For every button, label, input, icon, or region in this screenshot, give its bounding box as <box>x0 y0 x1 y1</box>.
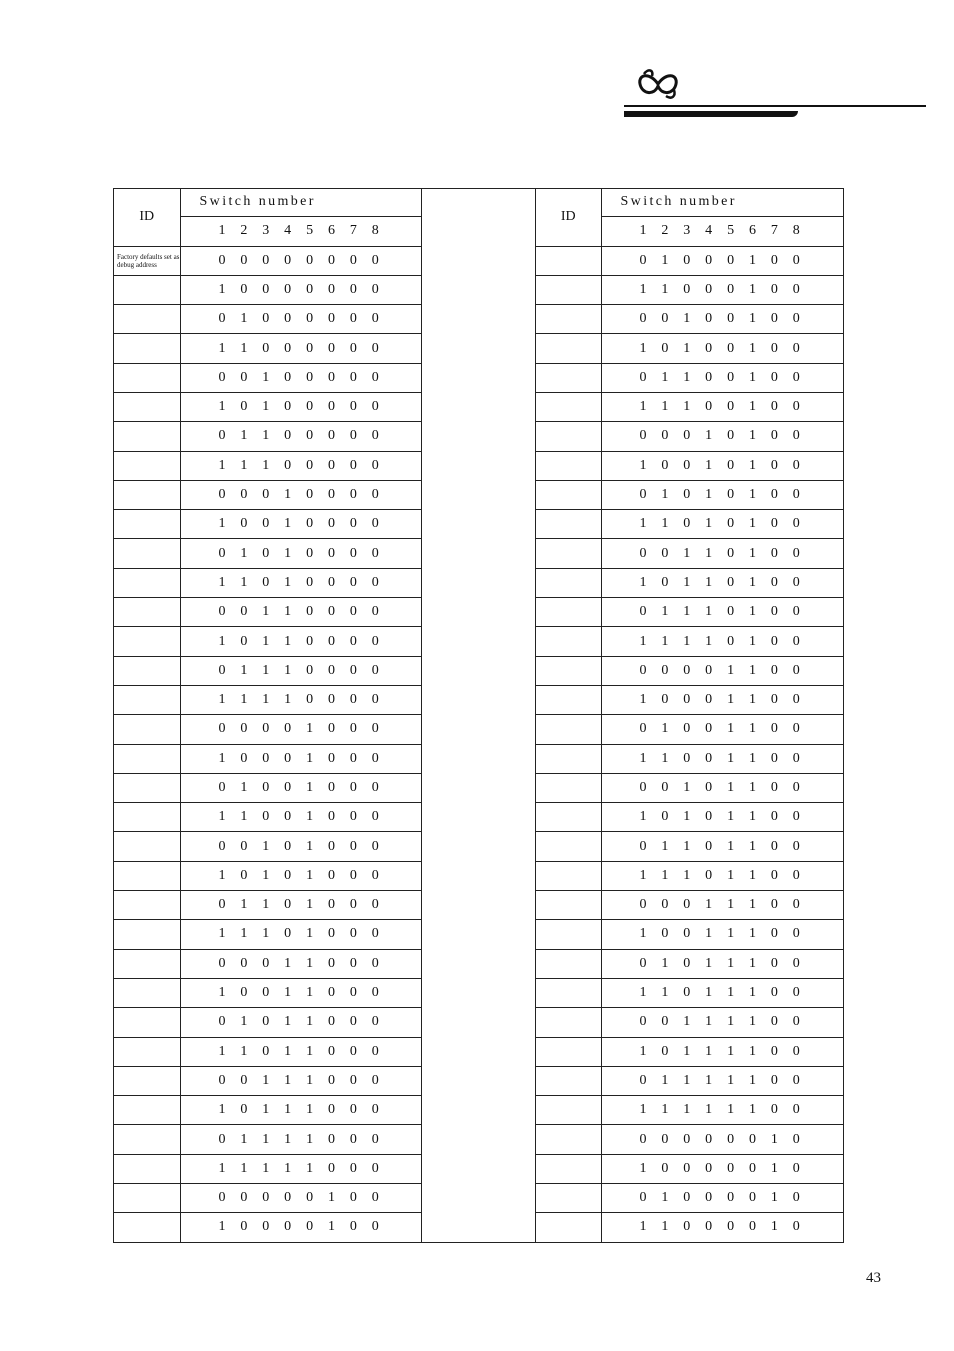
row-switch-bits: 1 0 1 1 0 1 0 0 <box>601 568 843 597</box>
row-switch-bits: 1 1 0 1 1 0 0 0 <box>180 1037 421 1066</box>
row-switch-bits: 1 0 0 0 1 1 0 0 <box>601 685 843 714</box>
row-id-cell <box>536 978 601 1007</box>
row-switch-bits: 0 1 1 1 1 1 0 0 <box>601 1066 843 1095</box>
row-id-cell <box>536 861 601 890</box>
row-id-cell <box>536 1184 601 1213</box>
table-row <box>114 1184 421 1213</box>
table-row <box>114 1066 421 1095</box>
table-row <box>114 861 421 890</box>
row-switch-bits: 0 0 1 1 0 1 0 0 <box>601 539 843 568</box>
table-row <box>536 949 843 978</box>
table-row <box>536 510 843 539</box>
row-id-cell <box>536 949 601 978</box>
row-id-cell <box>114 480 180 509</box>
row-id-cell <box>536 656 601 685</box>
row-id-cell <box>536 363 601 392</box>
table-row <box>114 363 421 392</box>
row-id-cell <box>114 1066 180 1095</box>
table-row <box>114 275 421 304</box>
row-id-cell <box>114 715 180 744</box>
switch-table-right-body <box>536 188 843 1242</box>
row-id-cell: Factory defaults set as debug address <box>114 246 180 275</box>
table-row <box>114 539 421 568</box>
row-switch-bits: 1 0 0 1 1 0 0 0 <box>180 978 421 1007</box>
table-row <box>536 363 843 392</box>
row-switch-bits: 0 1 0 0 1 0 0 0 <box>180 773 421 802</box>
row-switch-bits: 1 0 1 1 0 0 0 0 <box>180 627 421 656</box>
id-column-header: ID <box>536 188 601 246</box>
table-row <box>114 422 421 451</box>
row-switch-bits: 0 0 1 1 1 1 0 0 <box>601 1008 843 1037</box>
row-id-cell <box>114 451 180 480</box>
row-switch-bits: 0 0 1 0 0 0 0 0 <box>180 363 421 392</box>
row-id-cell <box>536 891 601 920</box>
table-row <box>536 1066 843 1095</box>
row-id-cell <box>536 246 601 275</box>
row-id-cell <box>536 832 601 861</box>
row-id-cell <box>536 1096 601 1125</box>
row-switch-bits: 0 1 1 1 1 0 0 0 <box>180 1125 421 1154</box>
row-id-cell <box>114 861 180 890</box>
table-row <box>536 1125 843 1154</box>
table-row <box>114 480 421 509</box>
row-switch-bits: 1 1 0 1 0 1 0 0 <box>601 510 843 539</box>
row-id-cell <box>536 1154 601 1183</box>
row-switch-bits: 1 1 1 1 0 1 0 0 <box>601 627 843 656</box>
row-id-cell <box>114 1154 180 1183</box>
switch-position-numbers: 1 2 3 4 5 6 7 8 <box>180 216 421 246</box>
table-row <box>536 275 843 304</box>
row-switch-bits: 0 1 0 0 0 0 1 0 <box>601 1184 843 1213</box>
row-switch-bits: 1 1 0 1 0 0 0 0 <box>180 568 421 597</box>
row-switch-bits: 0 1 1 0 0 0 0 0 <box>180 422 421 451</box>
row-switch-bits: 0 1 0 1 0 1 0 0 <box>601 480 843 509</box>
row-id-cell <box>114 275 180 304</box>
table-row <box>536 744 843 773</box>
table-row <box>536 568 843 597</box>
table-row <box>536 305 843 334</box>
chapter-ornament-icon <box>636 66 680 104</box>
table-row <box>114 1154 421 1183</box>
row-id-cell <box>536 275 601 304</box>
row-id-cell <box>536 451 601 480</box>
row-switch-bits: 0 0 0 1 0 1 0 0 <box>601 422 843 451</box>
table-row <box>536 246 843 275</box>
row-switch-bits: 0 0 0 0 1 1 0 0 <box>601 656 843 685</box>
row-id-cell <box>114 1125 180 1154</box>
table-row <box>536 480 843 509</box>
row-id-cell <box>536 803 601 832</box>
row-switch-bits: 0 0 0 1 1 1 0 0 <box>601 891 843 920</box>
row-id-cell <box>536 422 601 451</box>
row-switch-bits: 1 1 1 0 0 1 0 0 <box>601 392 843 421</box>
row-switch-bits: 0 1 0 1 0 0 0 0 <box>180 539 421 568</box>
row-id-cell <box>114 627 180 656</box>
row-switch-bits: 1 0 0 0 0 1 0 0 <box>180 1213 421 1242</box>
row-switch-bits: 1 1 0 0 0 1 0 0 <box>601 275 843 304</box>
table-row <box>114 949 421 978</box>
row-switch-bits: 0 0 0 0 0 0 1 0 <box>601 1125 843 1154</box>
row-switch-bits: 0 0 0 0 0 0 0 0 <box>180 246 421 275</box>
table-row <box>114 1096 421 1125</box>
row-id-cell <box>536 480 601 509</box>
row-id-cell <box>114 1184 180 1213</box>
row-switch-bits: 1 0 1 0 0 1 0 0 <box>601 334 843 363</box>
table-row <box>114 451 421 480</box>
table-row <box>114 568 421 597</box>
row-switch-bits: 1 0 0 0 1 0 0 0 <box>180 744 421 773</box>
row-switch-bits: 0 1 1 0 0 1 0 0 <box>601 363 843 392</box>
table-row <box>114 334 421 363</box>
row-switch-bits: 1 1 1 0 1 0 0 0 <box>180 920 421 949</box>
row-id-cell <box>114 598 180 627</box>
table-row <box>114 598 421 627</box>
row-switch-bits: 0 0 1 0 1 0 0 0 <box>180 832 421 861</box>
row-switch-bits: 0 1 0 1 1 0 0 0 <box>180 1008 421 1037</box>
row-switch-bits: 1 1 0 0 0 0 1 0 <box>601 1213 843 1242</box>
table-row <box>114 1125 421 1154</box>
row-id-cell <box>536 715 601 744</box>
row-switch-bits: 0 1 1 1 0 1 0 0 <box>601 598 843 627</box>
row-switch-bits: 0 1 0 0 0 1 0 0 <box>601 246 843 275</box>
row-id-cell <box>114 920 180 949</box>
row-switch-bits: 1 1 1 1 1 1 0 0 <box>601 1096 843 1125</box>
row-switch-bits: 1 1 0 1 1 1 0 0 <box>601 978 843 1007</box>
table-row <box>114 656 421 685</box>
table-row <box>114 1213 421 1242</box>
row-id-cell <box>536 1066 601 1095</box>
row-id-cell <box>536 568 601 597</box>
row-id-cell <box>536 305 601 334</box>
table-row <box>114 1008 421 1037</box>
table-row <box>536 1184 843 1213</box>
table-row <box>536 334 843 363</box>
row-id-cell <box>536 334 601 363</box>
row-switch-bits: 1 0 0 1 1 1 0 0 <box>601 920 843 949</box>
table-row <box>536 656 843 685</box>
table-row <box>114 715 421 744</box>
table-row <box>536 1008 843 1037</box>
row-switch-bits: 1 1 0 0 1 0 0 0 <box>180 803 421 832</box>
row-id-cell <box>114 510 180 539</box>
row-id-cell <box>536 1037 601 1066</box>
header-rule-thick <box>624 111 798 117</box>
table-row <box>536 392 843 421</box>
table-row <box>536 1037 843 1066</box>
row-id-cell <box>536 1213 601 1242</box>
switch-table-right <box>536 188 843 1243</box>
switch-position-numbers: 1 2 3 4 5 6 7 8 <box>601 216 843 246</box>
table-header-row <box>114 188 421 216</box>
row-id-cell <box>536 539 601 568</box>
row-switch-bits: 0 1 0 0 1 1 0 0 <box>601 715 843 744</box>
row-id-cell <box>114 656 180 685</box>
row-switch-bits: 1 0 0 1 0 0 0 0 <box>180 510 421 539</box>
table-row <box>536 920 843 949</box>
row-switch-bits: 1 1 1 1 1 0 0 0 <box>180 1154 421 1183</box>
row-switch-bits: 1 0 1 0 0 0 0 0 <box>180 392 421 421</box>
row-id-cell <box>114 1096 180 1125</box>
table-row <box>536 773 843 802</box>
row-switch-bits: 1 0 0 0 0 0 0 0 <box>180 275 421 304</box>
table-row <box>114 305 421 334</box>
switch-table-left <box>114 188 421 1243</box>
row-id-cell <box>536 685 601 714</box>
row-id-cell <box>114 334 180 363</box>
table-row <box>114 627 421 656</box>
table-row <box>536 715 843 744</box>
row-id-cell <box>114 1213 180 1242</box>
id-column-header: ID <box>114 188 180 246</box>
row-id-cell <box>536 920 601 949</box>
row-id-cell <box>536 598 601 627</box>
table-row <box>114 920 421 949</box>
row-id-cell <box>114 392 180 421</box>
table-row <box>536 803 843 832</box>
row-switch-bits: 1 0 1 0 1 0 0 0 <box>180 861 421 890</box>
table-row <box>536 422 843 451</box>
table-row <box>536 451 843 480</box>
row-switch-bits: 0 0 1 1 1 0 0 0 <box>180 1066 421 1095</box>
table-header-row <box>536 188 843 216</box>
row-id-cell <box>536 627 601 656</box>
row-switch-bits: 1 0 1 0 1 1 0 0 <box>601 803 843 832</box>
table-row <box>114 392 421 421</box>
table-row <box>536 1154 843 1183</box>
row-id-cell <box>536 773 601 802</box>
table-row <box>114 803 421 832</box>
row-switch-bits: 1 0 1 1 1 0 0 0 <box>180 1096 421 1125</box>
row-id-cell <box>114 539 180 568</box>
table-row <box>536 539 843 568</box>
row-switch-bits: 0 1 0 1 1 1 0 0 <box>601 949 843 978</box>
table-row <box>114 978 421 1007</box>
row-id-cell <box>114 803 180 832</box>
table-row <box>114 773 421 802</box>
row-id-cell <box>536 510 601 539</box>
row-id-cell <box>114 1008 180 1037</box>
table-row <box>536 1213 843 1242</box>
row-switch-bits: 0 0 0 1 1 0 0 0 <box>180 949 421 978</box>
row-id-cell <box>536 1125 601 1154</box>
row-switch-bits: 1 1 1 0 0 0 0 0 <box>180 451 421 480</box>
row-id-cell <box>114 744 180 773</box>
page-number: 43 <box>866 1270 881 1286</box>
row-id-cell <box>114 1037 180 1066</box>
row-switch-bits: 1 1 1 1 0 0 0 0 <box>180 685 421 714</box>
row-id-cell <box>114 685 180 714</box>
table-row <box>114 1037 421 1066</box>
table-row <box>536 1096 843 1125</box>
row-id-cell <box>114 773 180 802</box>
row-switch-bits: 1 0 1 1 1 1 0 0 <box>601 1037 843 1066</box>
row-id-cell <box>114 891 180 920</box>
table-row <box>536 685 843 714</box>
row-switch-bits: 0 1 1 0 1 1 0 0 <box>601 832 843 861</box>
divider-left-table-right <box>421 188 422 1243</box>
row-id-cell <box>114 422 180 451</box>
table-row <box>536 627 843 656</box>
row-switch-bits: 1 0 0 0 0 0 1 0 <box>601 1154 843 1183</box>
header-rule-thin <box>624 105 926 107</box>
row-switch-bits: 0 0 1 0 1 1 0 0 <box>601 773 843 802</box>
table-row <box>536 978 843 1007</box>
row-switch-bits: 0 1 1 1 0 0 0 0 <box>180 656 421 685</box>
row-switch-bits: 1 1 0 0 0 0 0 0 <box>180 334 421 363</box>
row-id-cell <box>114 568 180 597</box>
row-switch-bits: 1 1 0 0 1 1 0 0 <box>601 744 843 773</box>
row-switch-bits: 0 0 0 0 1 0 0 0 <box>180 715 421 744</box>
switch-number-header: Switch number <box>180 188 421 216</box>
row-switch-bits: 0 1 0 0 0 0 0 0 <box>180 305 421 334</box>
switch-table-left-body <box>114 188 421 1242</box>
row-id-cell <box>114 363 180 392</box>
row-switch-bits: 0 0 1 0 0 1 0 0 <box>601 305 843 334</box>
row-switch-bits: 1 1 1 0 1 1 0 0 <box>601 861 843 890</box>
row-id-cell <box>114 305 180 334</box>
table-row <box>114 744 421 773</box>
row-switch-bits: 0 1 1 0 1 0 0 0 <box>180 891 421 920</box>
table-row <box>114 685 421 714</box>
row-switch-bits: 0 0 0 0 0 1 0 0 <box>180 1184 421 1213</box>
table-row <box>114 891 421 920</box>
row-id-cell <box>114 949 180 978</box>
table-row <box>114 510 421 539</box>
row-id-cell <box>536 1008 601 1037</box>
row-switch-bits: 1 0 0 1 0 1 0 0 <box>601 451 843 480</box>
row-switch-bits: 0 0 1 1 0 0 0 0 <box>180 598 421 627</box>
row-switch-bits: 0 0 0 1 0 0 0 0 <box>180 480 421 509</box>
row-id-cell <box>114 832 180 861</box>
table-row <box>536 861 843 890</box>
table-row <box>536 891 843 920</box>
table-row <box>536 598 843 627</box>
table-row <box>114 832 421 861</box>
table-row <box>536 832 843 861</box>
row-id-cell <box>536 392 601 421</box>
row-id-cell <box>114 978 180 1007</box>
table-row <box>114 246 421 275</box>
switch-number-header: Switch number <box>601 188 843 216</box>
row-id-cell <box>536 744 601 773</box>
